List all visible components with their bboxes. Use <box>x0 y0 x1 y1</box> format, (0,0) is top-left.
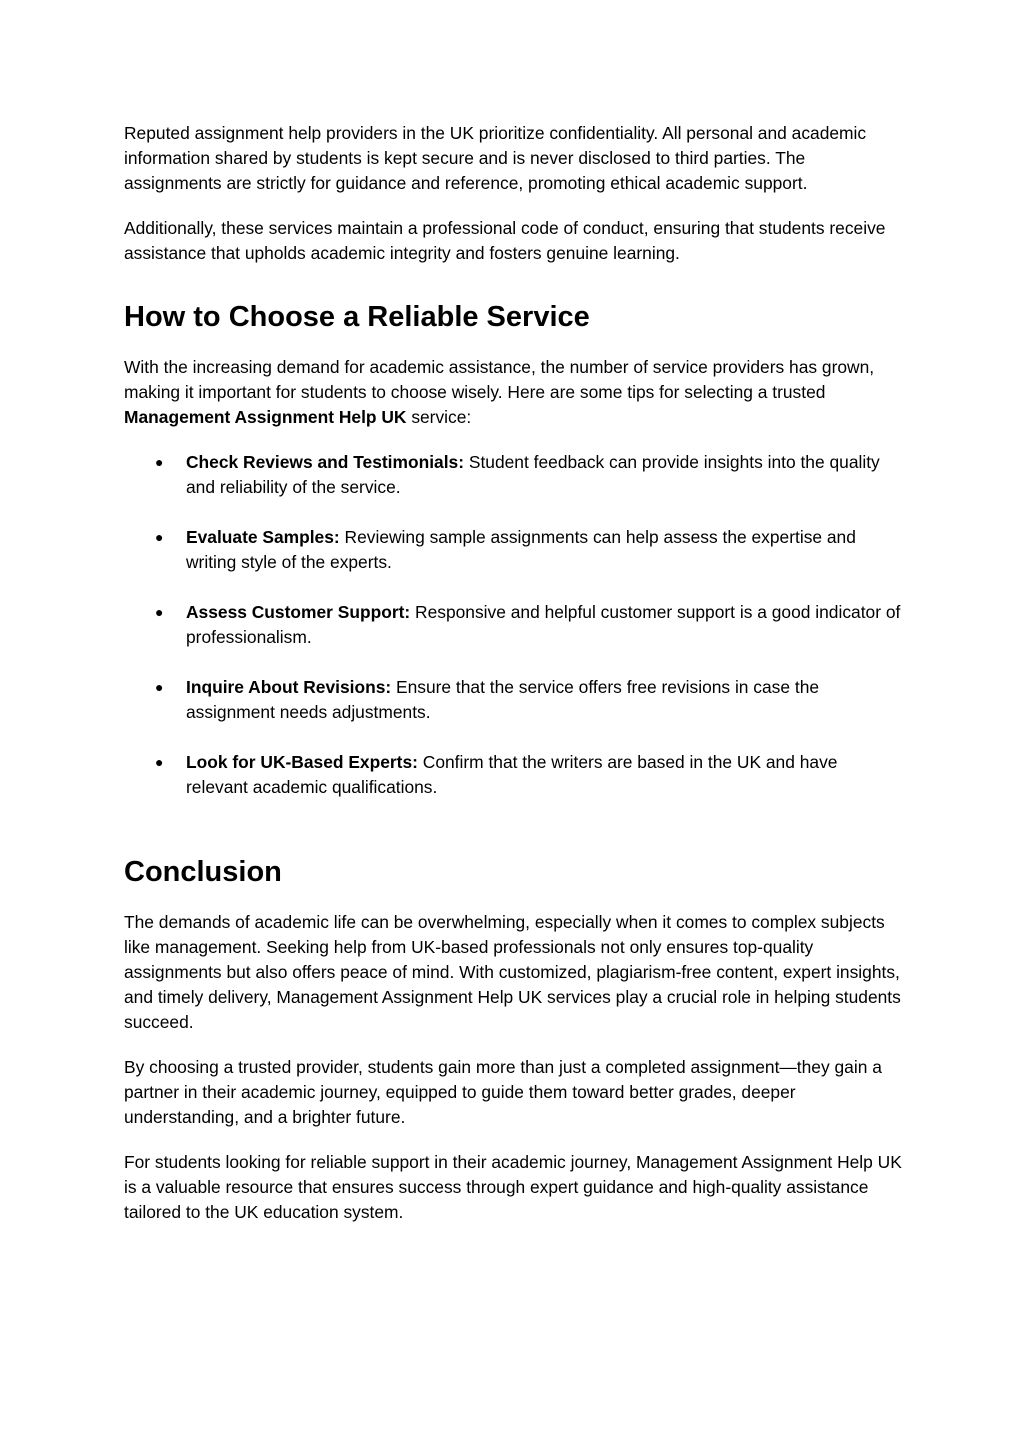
tip-title: Evaluate Samples: <box>186 527 340 547</box>
choose-lead-paragraph <box>124 355 904 430</box>
intro-paragraph-confidentiality: Reputed assignment help providers in the UK prioritize confidentiality. All personal and academic information shared by students is kept secure and is never disclosed to third parties. The assignments are strictly for guidance and reference, promoting ethical academic support. <box>124 123 867 193</box>
list-item <box>124 450 904 500</box>
bullet-icon: ● <box>155 454 164 470</box>
tip-title: Inquire About Revisions: <box>186 677 392 697</box>
tip-text: Ensure that the service offers free revisions in case the assignment needs adjustments. <box>186 677 820 722</box>
tips-list <box>124 450 904 800</box>
heading-conclusion: Conclusion <box>124 856 282 888</box>
list-item <box>124 525 904 575</box>
document-page <box>124 121 904 1225</box>
tip-title: Check Reviews and Testimonials: <box>186 452 465 472</box>
tip-title: Assess Customer Support: <box>186 602 411 622</box>
bullet-icon: ● <box>155 679 164 695</box>
tip-text: Confirm that the writers are based in the UK and have relevant academic qualifications. <box>186 752 838 797</box>
bullet-icon: ● <box>155 604 164 620</box>
tip-text: Reviewing sample assignments can help assess the expertise and writing style of the experts. <box>186 527 856 572</box>
list-item <box>124 600 904 650</box>
list-item <box>124 750 904 800</box>
conclusion-paragraph-resource: For students looking for reliable support in their academic journey, Management Assignment Help UK is a valuable resource that ensures success through expert guidance and high-quality assistance tailored to the UK education system. <box>124 1152 902 1222</box>
heading-choose-service: How to Choose a Reliable Service <box>124 301 590 333</box>
tip-text: Responsive and helpful customer support is a good indicator of professionalism. <box>186 602 901 647</box>
bullet-icon: ● <box>155 529 164 545</box>
tip-title: Look for UK-Based Experts: <box>186 752 418 772</box>
conclusion-paragraph-demands: The demands of academic life can be overwhelming, especially when it comes to complex subjects like management. Seeking help from UK-based professionals not only ensures top-quality assignments but also offers peace of mind. With customized, plagiarism-free content, expert insights, and timely delivery, Management Assignment Help UK services play a crucial role in helping students succeed. <box>124 912 901 1032</box>
intro-paragraph-conduct: Additionally, these services maintain a professional code of conduct, ensuring that students receive assistance that upholds academic integrity and fosters genuine learning. <box>124 218 886 263</box>
tip-text: Student feedback can provide insights into the quality and reliability of the service. <box>186 452 880 497</box>
lead-text-before: With the increasing demand for academic assistance, the number of service providers has grown, making it important for students to choose wisely. Here are some tips for selecting a trusted <box>124 357 875 402</box>
lead-text-after: service: <box>406 407 472 427</box>
list-item <box>124 675 904 725</box>
bullet-icon: ● <box>155 754 164 770</box>
conclusion-paragraph-trusted-provider: By choosing a trusted provider, students gain more than just a completed assignment—they gain a partner in their academic journey, equipped to guide them toward better grades, deeper understanding, and a brighter future. <box>124 1057 882 1127</box>
lead-text-bold: Management Assignment Help UK <box>124 407 407 427</box>
